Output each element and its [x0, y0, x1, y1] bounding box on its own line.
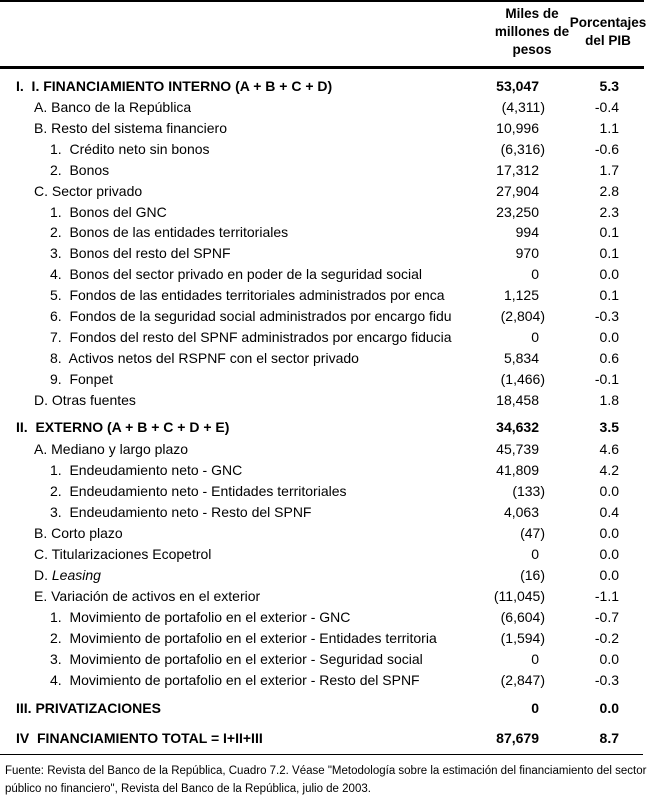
amount-cell: (11,045): [493, 588, 545, 604]
amount-cell: 18,458: [496, 392, 539, 408]
column-header-pct-line: del PIB: [585, 33, 631, 48]
row-label-italic: Leasing: [51, 567, 101, 583]
table-row: [0, 390, 660, 410]
row-label: [50, 222, 470, 242]
percent-gdp-cell: 0.1: [599, 287, 619, 303]
table-row: [0, 460, 660, 480]
table-row: [0, 649, 660, 669]
percent-gdp-cell: 4.6: [599, 441, 619, 457]
table-row: [0, 181, 660, 201]
row-label: [50, 348, 470, 368]
percent-gdp-cell: -0.2: [594, 630, 619, 646]
row-label-text: 1. Movimiento de portafolio en el exterior - GNC: [50, 609, 351, 625]
row-label: [50, 139, 470, 159]
row-label-text: 3. Bonos del resto del SPNF: [50, 245, 231, 261]
row-label-text: 9. Fonpet: [50, 371, 114, 387]
row-label-text: 2. Movimiento de portafolio en el exterior - Entidades territoria: [50, 630, 437, 646]
row-label: [34, 118, 227, 138]
amount-cell: 27,904: [496, 183, 539, 199]
table-row: [0, 628, 660, 648]
percent-gdp-cell: 2.3: [599, 204, 619, 220]
amount-cell: 0: [531, 546, 539, 562]
table-row: [0, 502, 660, 522]
row-label-text: A. Banco de la República: [34, 99, 192, 115]
row-label: [50, 327, 470, 347]
percent-gdp-cell: -0.7: [594, 609, 619, 625]
percent-gdp-cell: 5.3: [599, 78, 619, 94]
row-label-text: 3. Endeudamiento neto - Resto del SPNF: [50, 504, 312, 520]
table-row: [0, 139, 660, 159]
row-label: [50, 481, 470, 501]
percent-gdp-cell: 0.0: [599, 525, 619, 541]
table-row: [0, 76, 660, 96]
amount-cell: 0: [531, 651, 539, 667]
percent-gdp-cell: 8.7: [599, 730, 619, 746]
row-label: [16, 698, 161, 718]
percent-gdp-cell: 0.6: [599, 350, 619, 366]
row-label-text: E. Variación de activos en el exterior: [34, 588, 261, 604]
table-bottom-rule: [0, 754, 643, 755]
table-row: [0, 728, 660, 748]
percent-gdp-cell: 3.5: [599, 419, 619, 435]
amount-cell: 45,739: [496, 441, 539, 457]
table-row: [0, 698, 660, 718]
column-header-amount: [492, 5, 572, 59]
amount-cell: 53,047: [496, 78, 539, 94]
row-label: [34, 97, 191, 117]
amount-cell: 0: [531, 266, 539, 282]
amount-cell: 0: [531, 329, 539, 345]
row-label-text: 1. Endeudamiento neto - GNC: [50, 462, 243, 478]
source-footnote: Fuente: Revista del Banco de la República, Cuadro 7.2. Véase "Metodología sobre la estimación del financiamiento del sector público no financiero", Revista del Banco de la República, julio de 2003.: [5, 765, 647, 795]
percent-gdp-cell: -0.3: [594, 308, 619, 324]
amount-cell: 23,250: [496, 204, 539, 220]
percent-gdp-cell: -0.6: [594, 141, 619, 157]
amount-cell: (16): [520, 567, 545, 583]
table-row: [0, 97, 660, 117]
row-label: [34, 181, 142, 201]
percent-gdp-cell: 0.0: [599, 266, 619, 282]
row-label-text: I. I. FINANCIAMIENTO INTERNO (A + B + C + D): [16, 78, 333, 94]
row-label-text: D.: [34, 567, 52, 583]
amount-cell: 4,063: [503, 504, 539, 520]
column-header-amount-line: Miles de: [505, 6, 559, 21]
row-label-text: 3. Movimiento de portafolio en el exterior - Seguridad social: [50, 651, 423, 667]
row-label: [50, 369, 470, 389]
column-header-amount-line: millones de: [494, 24, 570, 39]
row-label: [16, 417, 229, 437]
table-row: [0, 264, 660, 284]
row-label: [50, 670, 470, 690]
percent-gdp-cell: -0.4: [594, 99, 619, 115]
table-row: [0, 586, 660, 606]
row-label-text: 4. Bonos del sector privado en poder de la seguridad social: [50, 266, 423, 282]
amount-cell: 970: [515, 245, 539, 261]
row-label: [50, 264, 470, 284]
table-row: [0, 285, 660, 305]
row-label-text: B. Corto plazo: [34, 525, 123, 541]
amount-cell: 5,834: [503, 350, 539, 366]
percent-gdp-cell: 0.0: [599, 546, 619, 562]
percent-gdp-cell: 2.8: [599, 183, 619, 199]
row-label-text: II. EXTERNO (A + B + C + D + E): [16, 419, 230, 435]
amount-cell: 34,632: [496, 419, 539, 435]
table-row: [0, 670, 660, 690]
row-label-text: III. PRIVATIZACIONES: [16, 700, 161, 716]
row-label-text: 4. Movimiento de portafolio en el exterior - Resto del SPNF: [50, 672, 420, 688]
amount-cell: 41,809: [496, 462, 539, 478]
percent-gdp-cell: -1.1: [594, 588, 619, 604]
column-header-amount-line: pesos: [512, 42, 552, 57]
row-label-text: A. Mediano y largo plazo: [34, 441, 189, 457]
amount-cell: (6,604): [500, 609, 545, 625]
row-label: [50, 202, 470, 222]
row-label: [34, 544, 211, 564]
row-label: [50, 460, 470, 480]
row-label: [16, 728, 263, 748]
table-row: [0, 348, 660, 368]
percent-gdp-cell: 0.0: [599, 483, 619, 499]
percent-gdp-cell: 0.4: [599, 504, 619, 520]
row-label-text: 2. Endeudamiento neto - Entidades territoriales: [50, 483, 347, 499]
percent-gdp-cell: 1.1: [599, 120, 619, 136]
percent-gdp-cell: 0.1: [599, 224, 619, 240]
amount-cell: (1,594): [500, 630, 545, 646]
row-label: [50, 160, 470, 180]
row-label-text: 2. Bonos: [50, 162, 110, 178]
row-label-text: C. Titularizaciones Ecopetrol: [34, 546, 212, 562]
amount-cell: 0: [531, 700, 539, 716]
row-label: [50, 607, 470, 627]
column-header-percent-gdp: [568, 14, 648, 50]
row-label: [50, 649, 470, 669]
header-bottom-rule: [0, 66, 644, 69]
amount-cell: (133): [512, 483, 545, 499]
row-label-text: 1. Crédito neto sin bonos: [50, 141, 210, 157]
row-label: [50, 243, 470, 263]
table-top-rule: [0, 0, 644, 2]
row-label: [50, 285, 470, 305]
row-label-text: B. Resto del sistema financiero: [34, 120, 227, 136]
table-row: [0, 544, 660, 564]
row-label-text: IV FINANCIAMIENTO TOTAL = I+II+III: [16, 730, 263, 746]
row-label-text: 5. Fondos de las entidades territoriales administrados por enca: [50, 287, 445, 303]
table-row: [0, 523, 660, 543]
percent-gdp-cell: 0.0: [599, 567, 619, 583]
row-label-text: 6. Fondos de la seguridad social administrados por encargo fidu: [50, 308, 452, 324]
percent-gdp-cell: 0.1: [599, 245, 619, 261]
percent-gdp-cell: -0.1: [594, 371, 619, 387]
table-row: [0, 118, 660, 138]
percent-gdp-cell: -0.3: [594, 672, 619, 688]
row-label: [34, 390, 136, 410]
row-label-text: 1. Bonos del GNC: [50, 204, 167, 220]
table-row: [0, 607, 660, 627]
table-row: [0, 306, 660, 326]
row-label-text: D. Otras fuentes: [34, 392, 136, 408]
row-label-text: 8. Activos netos del RSPNF con el sector privado: [50, 350, 359, 366]
row-label: [50, 628, 470, 648]
amount-cell: 994: [515, 224, 539, 240]
row-label: [16, 76, 332, 96]
amount-cell: (1,466): [500, 371, 545, 387]
row-label: [34, 565, 101, 585]
table-row: [0, 481, 660, 501]
percent-gdp-cell: 4.2: [599, 462, 619, 478]
amount-cell: 87,679: [496, 730, 539, 746]
row-label-text: C. Sector privado: [34, 183, 143, 199]
table-row: [0, 327, 660, 347]
table-row: [0, 369, 660, 389]
amount-cell: (47): [520, 525, 545, 541]
column-header-pct-line: Porcentajes: [569, 15, 647, 30]
percent-gdp-cell: 0.0: [599, 651, 619, 667]
table-row: [0, 565, 660, 585]
table-row: [0, 222, 660, 242]
table-row: [0, 439, 660, 459]
row-label: [34, 586, 260, 606]
amount-cell: (4,311): [501, 99, 545, 115]
table-row: [0, 417, 660, 437]
row-label: [34, 439, 188, 459]
table-row: [0, 160, 660, 180]
amount-cell: (2,804): [500, 308, 545, 324]
percent-gdp-cell: 0.0: [599, 700, 619, 716]
row-label: [50, 502, 470, 522]
amount-cell: (2,847): [500, 672, 545, 688]
amount-cell: 10,996: [496, 120, 539, 136]
row-label-text: 2. Bonos de las entidades territoriales: [50, 224, 289, 240]
row-label: [34, 523, 123, 543]
table-row: [0, 202, 660, 222]
row-label-text: 7. Fondos del resto del SPNF administrados por encargo fiducia: [50, 329, 452, 345]
percent-gdp-cell: 0.0: [599, 329, 619, 345]
percent-gdp-cell: 1.8: [599, 392, 619, 408]
table-row: [0, 243, 660, 263]
row-label: [50, 306, 470, 326]
amount-cell: (6,316): [500, 141, 545, 157]
percent-gdp-cell: 1.7: [599, 162, 619, 178]
amount-cell: 1,125: [503, 287, 539, 303]
amount-cell: 17,312: [496, 162, 539, 178]
